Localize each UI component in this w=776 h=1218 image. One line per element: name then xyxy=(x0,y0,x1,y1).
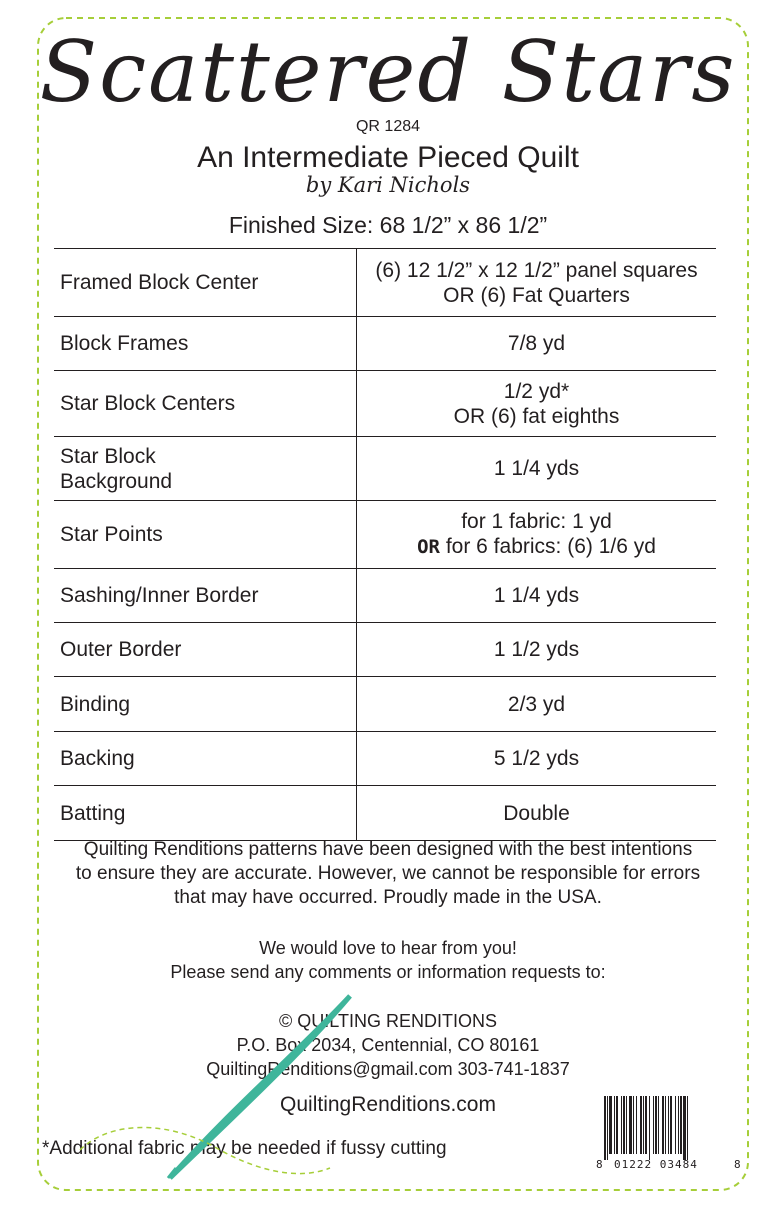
row-label: Block Frames xyxy=(54,317,357,371)
contact-invitation: We would love to hear from you! Please send any comments or information requests to: xyxy=(170,938,606,982)
table-row xyxy=(54,732,716,786)
table-row xyxy=(54,371,716,437)
barcode-bar xyxy=(604,1096,606,1160)
barcode-bar xyxy=(626,1096,627,1154)
barcode-bar xyxy=(621,1096,622,1154)
row-label: Star Points xyxy=(54,501,357,569)
barcode-bar xyxy=(607,1096,608,1160)
row-value: (6) 12 1/2” x 12 1/2” panel squares OR (6) Fat Quarters xyxy=(357,249,717,317)
barcode-bar xyxy=(649,1096,650,1160)
finished-size: Finished Size: 68 1/2” x 86 1/2” xyxy=(228,212,548,238)
row-label: Sashing/Inner Border xyxy=(54,569,357,623)
barcode-bar xyxy=(683,1096,686,1160)
barcode-bar xyxy=(687,1096,688,1160)
barcode-bar xyxy=(665,1096,666,1154)
barcode-bar xyxy=(616,1096,618,1154)
barcode-bar xyxy=(658,1096,659,1154)
barcode-bar xyxy=(629,1096,632,1154)
row-value: 7/8 yd xyxy=(357,317,717,371)
barcode-bar xyxy=(614,1096,615,1154)
row-label: Backing xyxy=(54,732,357,786)
row-label: Binding xyxy=(54,677,357,732)
row-label: Star Block Background xyxy=(54,437,357,501)
barcode-bar xyxy=(643,1096,644,1154)
table-row xyxy=(54,677,716,732)
row-value: 1 1/4 yds xyxy=(357,569,717,623)
row-label: Star Block Centers xyxy=(54,371,357,437)
row-label: Batting xyxy=(54,786,357,841)
pattern-code: QR 1284 xyxy=(355,118,421,135)
pattern-subtitle: An Intermediate Pieced Quilt xyxy=(197,141,579,174)
table-row xyxy=(54,569,716,623)
website-link: QuiltingRenditions.com xyxy=(280,1093,496,1116)
upc-barcode xyxy=(600,1096,740,1160)
table-row xyxy=(54,623,716,677)
barcode-bar xyxy=(670,1096,672,1154)
barcode-bar xyxy=(675,1096,676,1154)
row-value: 1 1/2 yds xyxy=(357,623,717,677)
row-value: Double xyxy=(357,786,717,841)
row-value: 1/2 yd* OR (6) fat eighths xyxy=(357,371,717,437)
fabric-requirements-table xyxy=(54,248,716,841)
or-emphasis: OR xyxy=(417,536,440,558)
barcode-bar xyxy=(668,1096,669,1154)
fussy-cutting-footnote: *Additional fabric may be needed if fussy cutting xyxy=(42,1138,447,1159)
table-row xyxy=(54,437,716,501)
row-value: 2/3 yd xyxy=(357,677,717,732)
barcode-bar xyxy=(623,1096,625,1154)
disclaimer-text: Quilting Renditions patterns have been designed with the best intentions to ensure they are accurate. However, we cannot be responsible for errors that may have occurred. Proudly made in the USA. xyxy=(75,839,701,908)
barcode-bar xyxy=(680,1096,682,1154)
table-row xyxy=(54,501,716,569)
barcode-bar xyxy=(653,1096,654,1154)
barcode-bar xyxy=(645,1096,647,1154)
barcode-bar xyxy=(636,1096,637,1154)
row-label: Framed Block Center xyxy=(54,249,357,317)
row-value: 1 1/4 yds xyxy=(357,437,717,501)
barcode-bar xyxy=(662,1096,664,1154)
barcode-bar xyxy=(640,1096,642,1154)
table-row xyxy=(54,249,716,317)
designer-byline: by Kari Nichols xyxy=(305,173,471,197)
barcode-bar xyxy=(655,1096,657,1154)
barcode-bar xyxy=(609,1096,612,1154)
row-label: Outer Border xyxy=(54,623,357,677)
table-row xyxy=(54,317,716,371)
pattern-title: Scattered Stars xyxy=(39,23,737,121)
row-value: 5 1/2 yds xyxy=(357,732,717,786)
company-address: © QUILTING RENDITIONS P.O. Box 2034, Centennial, CO 80161 QuiltingRenditions@gmail.com 303-741-1837 xyxy=(206,1011,570,1079)
barcode-bar xyxy=(633,1096,634,1154)
barcode-bar xyxy=(678,1096,679,1154)
row-value: for 1 fabric: 1 yd OR for 6 fabrics: (6) 1/6 yd xyxy=(357,501,717,569)
table-row xyxy=(54,786,716,841)
